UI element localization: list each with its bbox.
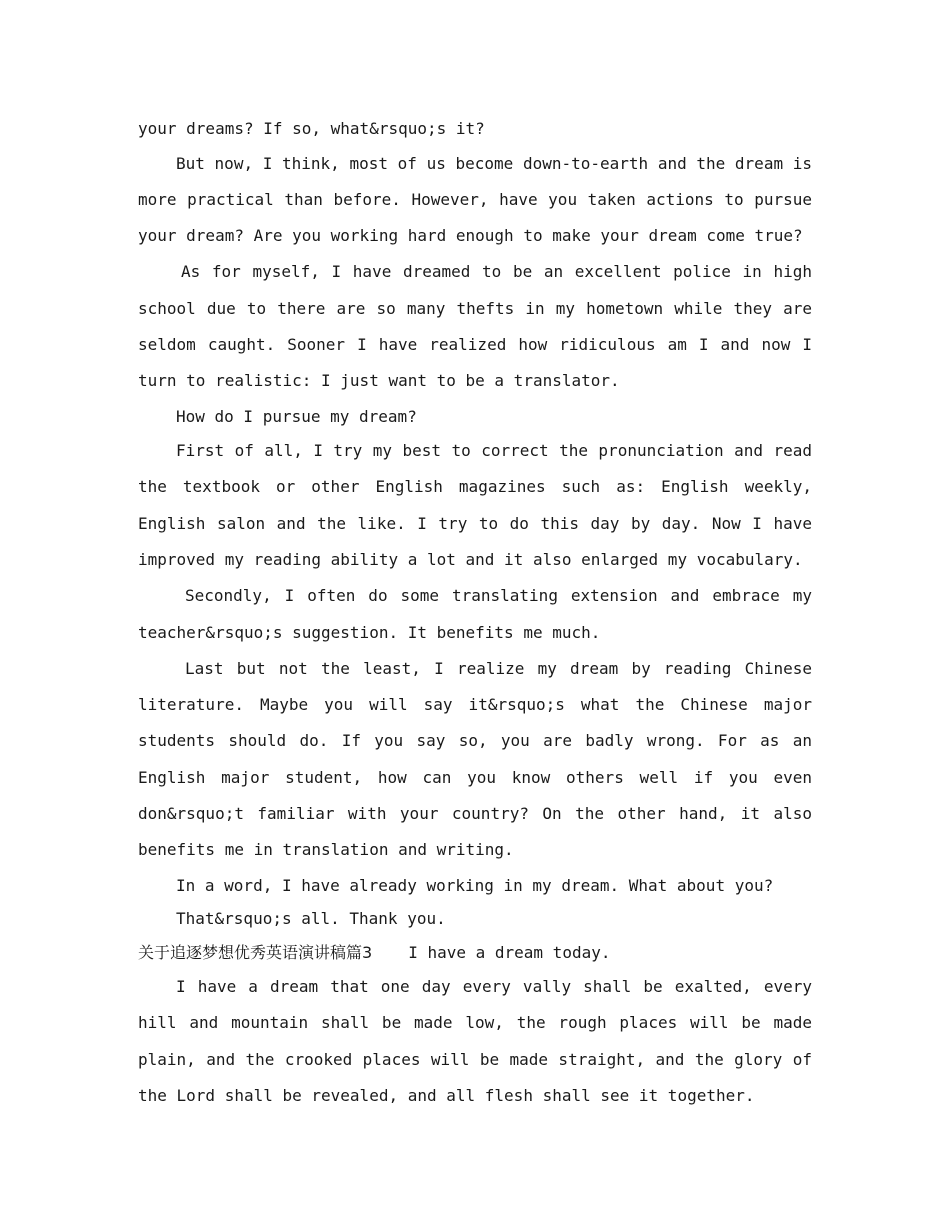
paragraph-how-pursue: How do I pursue my dream? (176, 406, 417, 426)
section-heading-title: 关于追逐梦想优秀英语演讲稿篇3 (138, 942, 373, 962)
section-heading (138, 936, 812, 970)
paragraph-secondly: Secondly, I often do some translating extension and embrace my teacher&rsquo;s suggestion. It benefits me much. (138, 586, 812, 642)
paragraph-as-for-myself: As for myself, I have dreamed to be an excellent police in high school due to there are so many thefts in my hometown while they are seldom caught. Sooner I have realized how ridiculous am I and now I turn to realistic: I just want to be a translator. (138, 262, 812, 391)
paragraph-down-to-earth: But now, I think, most of us become down-to-earth and the dream is more practical than before. However, have you taken actions to pursue your dream? Are you working hard enough to make your dream come true? (138, 153, 812, 246)
paragraph-first-of-all: First of all, I try my best to correct the pronunciation and read the textbook or other English magazines such as: English weekly, English salon and the like. I try to do this day by day. Now I have improved my reading ability a lot and it also enlarged my vocabulary. (138, 441, 812, 569)
paragraph-last-but-not-least: Last but not the least, I realize my dream by reading Chinese literature. Maybe you will say it&rsquo;s what the Chinese major students should do. If you say so, you are badly wrong. For as an English major student, how can you know others well if you even don&rsquo;t familiar with your country? On the other hand, it also benefits me in translation and writing. (138, 658, 812, 860)
document-body (138, 112, 812, 1114)
paragraph-in-a-word: In a word, I have already working in my dream. What about you? (176, 875, 774, 895)
paragraph-i-have-a-dream: I have a dream that one day every vally shall be exalted, every hill and mountain shall be made low, the rough places will be made plain, and the crooked places will be made straight, and the glory of the Lord shall be revealed, and all flesh shall see it together. (138, 977, 812, 1106)
paragraph-continuation: your dreams? If so, what&rsquo;s it? (138, 119, 485, 138)
paragraph-thank-you: That&rsquo;s all. Thank you. (176, 909, 446, 929)
section-heading-subtitle: I have a dream today. (408, 942, 611, 962)
